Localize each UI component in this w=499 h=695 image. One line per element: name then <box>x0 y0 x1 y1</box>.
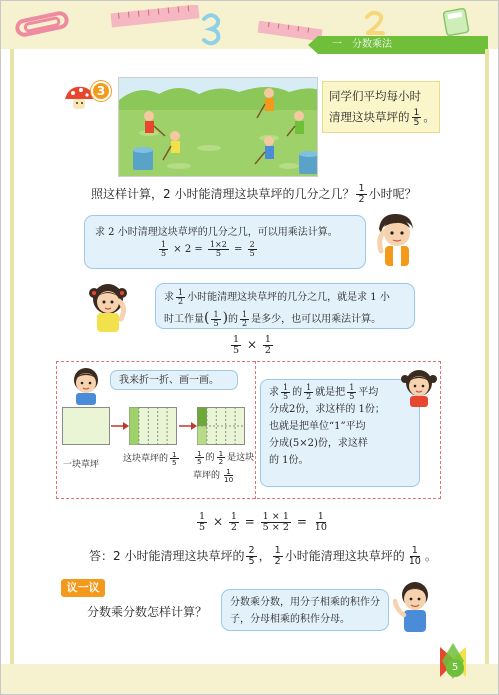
fraction-numerator: 1 × 1 <box>262 511 290 522</box>
fraction-denominator: 2 <box>306 392 312 401</box>
question-part1: 照这样计算，2 小时能清理这块草坪的几分之几？ <box>91 187 355 201</box>
bubble4-fraction2 <box>304 384 313 401</box>
answer-sep: ， <box>258 549 271 563</box>
label-one-fifth <box>123 451 181 466</box>
boy-folding-icon <box>67 365 105 405</box>
label3-fraction-a <box>195 450 204 465</box>
fraction-numerator: 1 <box>226 466 231 476</box>
final-fraction-b <box>229 512 239 532</box>
bubble2-t1: 求 <box>164 292 174 303</box>
bubble2-t5: 是多少，也可以用乘法计算。 <box>251 314 382 325</box>
answer-fraction2 <box>273 546 283 566</box>
label3-mid: 的 <box>205 453 215 463</box>
label3-suffix: 是这块 <box>227 453 255 463</box>
final-fraction-d <box>313 512 329 532</box>
bubble4-line3: 也就是把单位“1”平均 <box>269 421 366 432</box>
answer-fraction1 <box>246 546 256 566</box>
bubble2-fraction2 <box>211 311 220 328</box>
fraction-numerator: 1 <box>274 545 281 557</box>
bubble2-line2 <box>164 308 406 330</box>
fraction-numerator: 1 <box>178 288 184 297</box>
final-equals2: = <box>296 514 307 529</box>
fraction-denominator: 5 <box>172 458 177 468</box>
bubble2-fraction1 <box>176 289 185 306</box>
bubble1-equation <box>95 241 355 258</box>
product-operator: × <box>246 337 257 352</box>
eq-fraction-c <box>248 241 257 258</box>
eq-equals: = <box>234 244 243 255</box>
eq-times: × 2 = <box>173 244 203 255</box>
fraction-numerator: 1 <box>233 334 240 345</box>
eq-fraction-a <box>159 241 168 258</box>
product-fraction-b <box>263 335 273 355</box>
answer-fraction3 <box>407 546 423 566</box>
bubble4-fraction3 <box>347 384 356 401</box>
fraction-numerator: 1 <box>230 511 237 522</box>
fraction-numerator: 2 <box>248 545 255 557</box>
paperclip-decoration-icon <box>15 7 75 47</box>
fraction-denominator: 10 <box>408 556 421 567</box>
speech-bubble-rule: 分数乘分数，用分子相乘的积作分子，分母相乘的积作分母。 <box>221 589 389 631</box>
bubble2-fraction3 <box>240 311 249 328</box>
fraction-numerator: 1 <box>199 511 206 522</box>
fraction-denominator: 5 × 2 <box>262 521 290 533</box>
label2-prefix: 这块草坪的 <box>123 454 169 465</box>
fraction-numerator: 1 <box>172 450 177 459</box>
fraction-denominator: 5 <box>215 249 221 258</box>
final-equals1: = <box>244 514 255 529</box>
callout-suffix: 。 <box>423 110 435 124</box>
fraction-numerator: 1 <box>242 310 248 319</box>
fraction-numerator: 1 <box>283 383 289 392</box>
fraction-denominator: 5 <box>248 556 255 567</box>
fraction-denominator: 5 <box>283 392 289 401</box>
middle-product-expression <box>229 335 275 355</box>
fraction-denominator: 5 <box>197 457 202 466</box>
fraction-numerator: 1 <box>197 448 202 458</box>
bubble1-text: 求 2 小时清理这块草坪的几分之几，可以用乘法计算。 <box>95 227 338 238</box>
answer-mid: 小时能清理这块草坪的 <box>284 549 405 563</box>
eq-fraction-b <box>208 241 229 258</box>
one-fifth-lawn-rectangle <box>129 407 177 445</box>
bubble4-line4: 分成(5×2)份，求这样 <box>269 438 368 449</box>
paren-open: ( <box>204 310 210 326</box>
fraction-numerator: 1 <box>358 183 365 195</box>
footer-band <box>1 664 499 694</box>
fold-frame-divider <box>255 361 256 499</box>
answer-line <box>89 544 437 568</box>
bubble4-t4: 平均 <box>358 387 379 398</box>
final-fraction-a <box>197 512 207 532</box>
fraction-numerator: 1×2 <box>209 240 227 249</box>
label3-line2: 草坪的 <box>193 471 221 481</box>
fraction-numerator: 1 <box>306 383 312 392</box>
fraction-denominator: 5 <box>199 521 206 533</box>
problem-callout <box>322 81 440 133</box>
fraction-denominator: 5 <box>233 344 240 356</box>
discuss-tag: 议一议 <box>61 579 105 597</box>
bubble2-t4: 的 <box>228 314 239 325</box>
bubble2-t2: 小时能清理这块草坪的几分之几，就是求 1 小 <box>187 292 390 303</box>
fraction-numerator: 2 <box>249 240 255 249</box>
bubble2-t3: 时工作量 <box>164 314 204 325</box>
fraction-denominator: 5 <box>413 117 420 128</box>
calculator-decoration-icon <box>441 7 471 37</box>
question-part2: 小时呢？ <box>368 187 417 201</box>
arrow-right-icon <box>111 421 129 431</box>
speech-bubble-boy <box>84 215 366 269</box>
fraction-denominator: 2 <box>358 194 365 205</box>
fraction-denominator: 5 <box>161 249 167 258</box>
label3-fraction-c <box>222 468 235 483</box>
bubble4-fraction1 <box>281 384 290 401</box>
callout-line1: 同学们平均每小时 <box>329 89 421 103</box>
callout-fraction <box>412 108 422 127</box>
bubble2-line1 <box>164 288 406 308</box>
fraction-numerator: 1 <box>161 240 167 249</box>
fraction-denominator: 2 <box>274 556 281 567</box>
bubble4-t3: 就是把 <box>315 387 346 398</box>
fraction-denominator: 5 <box>249 249 255 258</box>
boy-thinking-icon <box>373 211 419 267</box>
fraction-denominator: 2 <box>264 344 271 356</box>
lawn-scene-icon <box>119 78 318 177</box>
girl-thinking-icon <box>85 279 131 333</box>
fraction-numerator: 1 <box>349 383 355 392</box>
question-fraction <box>356 184 366 204</box>
one-tenth-lawn-rectangle <box>197 407 245 445</box>
fraction-numerator: 1 <box>218 448 224 458</box>
label-one-tenth <box>193 449 254 485</box>
girl-explaining-icon <box>399 367 439 407</box>
speech-bubble-girl <box>155 283 415 329</box>
product-fraction-a <box>231 335 241 355</box>
ruler-decoration-icon <box>109 5 204 29</box>
fraction-numerator: 1 <box>411 545 418 557</box>
bubble4-line2: 分成2份，求这样的 1份； <box>269 404 385 415</box>
bubble4-line5: 的 1份。 <box>269 455 309 466</box>
fraction-numerator: 1 <box>213 310 219 319</box>
bubble4-line1 <box>269 384 411 401</box>
speech-bubble-explanation <box>260 379 420 487</box>
left-margin-rule <box>10 49 14 666</box>
fraction-denominator: 2 <box>242 319 248 328</box>
fraction-denominator: 10 <box>314 521 327 533</box>
speech-bubble-fold: 我来折一折、画一画。 <box>110 370 238 390</box>
bubble4-t1: 求 <box>269 387 279 398</box>
question-text <box>91 181 417 207</box>
fraction-denominator: 2 <box>218 457 224 466</box>
fraction-numerator: 1 <box>264 334 271 345</box>
digit-two-decoration-icon <box>364 9 386 37</box>
fraction-numerator: 1 <box>413 106 420 118</box>
right-margin-rule <box>485 49 489 666</box>
fraction-denominator: 2 <box>178 297 184 306</box>
discuss-question: 分数乘分数怎样计算？ <box>87 605 208 619</box>
answer-prefix: 答：2 小时能清理这块草坪的 <box>89 549 245 563</box>
fraction-denominator: 10 <box>224 475 234 484</box>
arrow-right-icon <box>179 421 197 431</box>
answer-end: 。 <box>424 549 437 563</box>
label3-fraction-b <box>217 450 226 465</box>
label2-fraction <box>170 451 179 466</box>
fraction-denominator: 2 <box>230 521 237 533</box>
fraction-numerator: 1 <box>317 511 324 522</box>
fraction-denominator: 5 <box>213 319 219 328</box>
final-times: × <box>212 514 223 529</box>
callout-line2-text: 清理这块草坪的 <box>329 110 410 124</box>
label-whole-lawn: 一块草坪 <box>63 460 100 470</box>
problem-number: 3 <box>91 81 111 101</box>
final-equation <box>195 512 331 532</box>
whole-lawn-rectangle <box>62 407 110 445</box>
digit-three-decoration-icon <box>201 13 223 47</box>
fraction-denominator: 5 <box>349 392 355 401</box>
final-fraction-c <box>261 512 291 532</box>
lawn-cleaning-illustration <box>118 77 318 177</box>
paren-close: ) <box>222 310 229 326</box>
bubble4-t2: 的 <box>292 387 303 398</box>
callout-line2 <box>329 107 433 128</box>
page-number: 5 <box>446 659 464 677</box>
chapter-tab: 一 分数乘法 <box>318 36 488 54</box>
boy-pointing-icon <box>393 579 437 633</box>
